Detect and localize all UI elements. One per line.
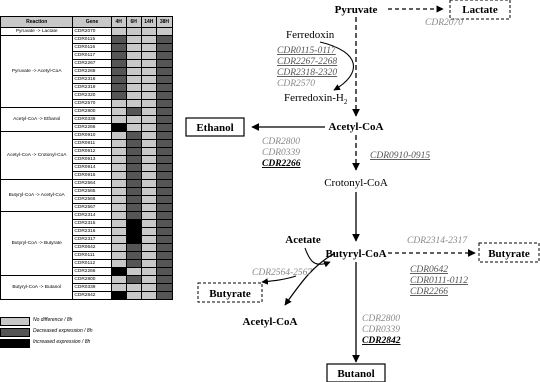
expression-cell — [111, 92, 126, 100]
expression-cell — [111, 68, 126, 76]
expression-cell — [141, 68, 156, 76]
expression-cell — [156, 84, 172, 92]
expression-cell — [111, 244, 126, 252]
expression-cell — [111, 76, 126, 84]
reaction-cell: Acetyl-CoA -> Ethanol — [1, 108, 73, 132]
expression-cell — [156, 52, 172, 60]
gene-cell: CDR2314 — [73, 212, 111, 220]
gene-cell: CDR0115 — [73, 36, 111, 44]
expression-cell — [156, 276, 172, 284]
expression-cell — [111, 236, 126, 244]
expression-cell — [156, 220, 172, 228]
expression-cell — [126, 116, 141, 124]
gene-pfor-4: CDR2570 — [277, 79, 315, 89]
gene-cell: CDR2800 — [73, 108, 111, 116]
reaction-cell: Butyryl-CoA -> Butyrate — [1, 212, 73, 276]
expression-cell — [156, 68, 172, 76]
gene-cell: CDR2266 — [73, 124, 111, 132]
table-row — [1, 28, 173, 36]
expression-cell — [111, 252, 126, 260]
expression-cell — [126, 76, 141, 84]
expression-cell — [126, 84, 141, 92]
expression-cell — [156, 148, 172, 156]
expression-cell — [141, 52, 156, 60]
lactate-label: Lactate — [462, 4, 498, 16]
expression-cell — [126, 268, 141, 276]
expression-cell — [111, 108, 126, 116]
expression-cell — [156, 140, 172, 148]
expression-cell — [141, 92, 156, 100]
expression-cell — [141, 132, 156, 140]
header-6h: 6H — [126, 17, 141, 28]
expression-cell — [156, 180, 172, 188]
expression-cell — [111, 84, 126, 92]
expression-cell — [141, 116, 156, 124]
legend-label-decreased: Decreased expression / 8h — [33, 328, 93, 334]
expression-cell — [126, 252, 141, 260]
expression-cell — [141, 76, 156, 84]
header-14h: 14H — [141, 17, 156, 28]
expression-cell — [141, 252, 156, 260]
expression-cell — [126, 100, 141, 108]
expression-cell — [111, 284, 126, 292]
pyruvate-label: Pyruvate — [334, 4, 378, 16]
reaction-cell: Butyryl-CoA -> Butanol — [1, 276, 73, 300]
expression-cell — [156, 92, 172, 100]
gene-cell: CDR0912 — [73, 148, 111, 156]
expression-cell — [141, 268, 156, 276]
expression-table — [0, 16, 173, 300]
legend-label-no-difference: No difference / 8h — [33, 317, 73, 323]
expression-cell — [156, 284, 172, 292]
expression-cell — [156, 244, 172, 252]
expression-cell — [141, 276, 156, 284]
gene-cell: CDR2268 — [73, 68, 111, 76]
ferredoxin-h2-text: Ferredoxin-H — [284, 92, 344, 104]
expression-cell — [126, 236, 141, 244]
expression-cell — [141, 284, 156, 292]
header-4h: 4H — [111, 17, 126, 28]
expression-cell — [141, 140, 156, 148]
expression-cell — [141, 36, 156, 44]
gene-cell: CDR2318 — [73, 76, 111, 84]
expression-cell — [126, 276, 141, 284]
table-row — [1, 108, 173, 116]
expression-cell — [111, 172, 126, 180]
gene-cell: CDR0339 — [73, 284, 111, 292]
legend-swatch-increased — [0, 339, 30, 348]
arrow-butyrylcoa-acetylcoa — [285, 253, 335, 305]
expression-cell — [111, 260, 126, 268]
expression-cell — [141, 44, 156, 52]
gene-cell: CDR2317 — [73, 236, 111, 244]
table-body — [1, 28, 173, 300]
expression-cell — [141, 148, 156, 156]
butanol-label: Butanol — [337, 368, 375, 380]
expression-cell — [111, 204, 126, 212]
expression-cell — [141, 212, 156, 220]
gene-cell: CDR0913 — [73, 156, 111, 164]
expression-cell — [126, 36, 141, 44]
gene-pfor-1: CDR0115-0117 — [277, 46, 336, 56]
expression-cell — [126, 132, 141, 140]
table-row — [1, 132, 173, 140]
gene-cell: CDR2566 — [73, 196, 111, 204]
gene-butyrate-2: CDR0111-0112 — [410, 276, 469, 286]
pathway-diagram — [178, 0, 540, 382]
expression-cell — [111, 36, 126, 44]
expression-cell — [156, 204, 172, 212]
legend-label-increased: Increased expression / 8h — [33, 339, 91, 345]
gene-cell: CDR2567 — [73, 204, 111, 212]
gene-lactate: CDR2070 — [425, 18, 463, 28]
header-gene: Gene — [73, 17, 111, 28]
expression-cell — [141, 164, 156, 172]
table-row — [1, 180, 173, 188]
expression-cell — [156, 188, 172, 196]
table-row — [1, 276, 173, 284]
expression-cell — [156, 268, 172, 276]
gene-cell: CDR2320 — [73, 92, 111, 100]
expression-cell — [126, 68, 141, 76]
expression-cell — [111, 52, 126, 60]
gene-cell: CDR2267 — [73, 60, 111, 68]
expression-cell — [141, 204, 156, 212]
table-row — [1, 212, 173, 220]
gene-butanol-2: CDR0339 — [362, 325, 400, 335]
crotonylcoa-label: Crotonyl-CoA — [324, 177, 388, 189]
gene-butanol-1: CDR2800 — [362, 314, 400, 324]
gene-cell: CDR2070 — [73, 28, 111, 36]
expression-cell — [126, 140, 141, 148]
expression-cell — [141, 220, 156, 228]
gene-cell: CDR0116 — [73, 44, 111, 52]
expression-cell — [141, 196, 156, 204]
gene-pfor-2: CDR2267-2268 — [277, 57, 338, 67]
expression-cell — [156, 292, 172, 300]
gene-ethanol-1: CDR2800 — [262, 137, 300, 147]
expression-cell — [126, 60, 141, 68]
expression-cell — [156, 132, 172, 140]
expression-cell — [141, 244, 156, 252]
expression-cell — [126, 28, 141, 36]
gene-cell: CDR2315 — [73, 220, 111, 228]
expression-cell — [156, 212, 172, 220]
gene-butyrate-1: CDR0642 — [410, 265, 448, 275]
reaction-cell: Pyruvate -> Acetyl-CoA — [1, 36, 73, 108]
expression-cell — [111, 196, 126, 204]
gene-ethanol-2: CDR0339 — [262, 148, 300, 158]
reaction-cell: Pyruvate -> Lactate — [1, 28, 73, 36]
gene-cell: CDR0339 — [73, 116, 111, 124]
expression-cell — [156, 100, 172, 108]
expression-cell — [126, 44, 141, 52]
header-reaction: Reaction — [1, 17, 73, 28]
expression-cell — [111, 148, 126, 156]
legend-swatch-no-difference — [0, 317, 30, 326]
expression-cell — [111, 156, 126, 164]
acetate-label: Acetate — [285, 234, 321, 246]
gene-cell: CDR2266 — [73, 268, 111, 276]
expression-cell — [126, 108, 141, 116]
gene-pfor-3: CDR2318-2320 — [277, 68, 338, 78]
expression-cell — [111, 164, 126, 172]
expression-cell — [141, 236, 156, 244]
expression-cell — [111, 228, 126, 236]
expression-cell — [126, 204, 141, 212]
expression-cell — [141, 172, 156, 180]
expression-cell — [126, 52, 141, 60]
ethanol-label: Ethanol — [196, 122, 234, 134]
acetylcoa-label: Acetyl-CoA — [328, 121, 384, 133]
gene-butyrate-top: CDR2314-2317 — [407, 236, 468, 246]
expression-cell — [156, 172, 172, 180]
expression-cell — [141, 228, 156, 236]
expression-cell — [156, 236, 172, 244]
expression-cell — [156, 44, 172, 52]
expression-cell — [141, 260, 156, 268]
expression-cell — [156, 156, 172, 164]
expression-cell — [111, 100, 126, 108]
expression-cell — [156, 228, 172, 236]
gene-cell: CDR0914 — [73, 164, 111, 172]
expression-cell — [141, 292, 156, 300]
header-38h: 38H — [156, 17, 172, 28]
expression-cell — [126, 156, 141, 164]
expression-cell — [111, 132, 126, 140]
expression-cell — [111, 180, 126, 188]
gene-cell: CDR2570 — [73, 100, 111, 108]
expression-cell — [126, 220, 141, 228]
butyrylcoa-label: Butyryl-CoA — [325, 248, 387, 260]
gene-acetate: CDR2564-2567 — [252, 268, 313, 278]
expression-cell — [111, 140, 126, 148]
gene-cell: CDR0915 — [73, 172, 111, 180]
expression-cell — [126, 164, 141, 172]
expression-cell — [111, 60, 126, 68]
expression-cell — [141, 124, 156, 132]
expression-cell — [156, 260, 172, 268]
expression-cell — [111, 116, 126, 124]
expression-cell — [141, 100, 156, 108]
expression-cell — [141, 84, 156, 92]
expression-cell — [141, 28, 156, 36]
expression-cell — [156, 252, 172, 260]
expression-cell — [126, 260, 141, 268]
table-header-row — [1, 17, 173, 28]
expression-cell — [141, 108, 156, 116]
expression-cell — [156, 60, 172, 68]
expression-cell — [156, 28, 172, 36]
legend-swatch-decreased — [0, 328, 30, 337]
reaction-cell: Butyryl-CoA -> Acetyl-CoA — [1, 180, 73, 212]
expression-cell — [141, 188, 156, 196]
gene-butanol-3: CDR2842 — [362, 336, 401, 346]
expression-cell — [156, 108, 172, 116]
butyrate-left-label: Butyrate — [209, 288, 251, 300]
acetylcoa-bottom-label: Acetyl-CoA — [242, 316, 298, 328]
butyrate-right-label: Butyrate — [488, 248, 530, 260]
expression-cell — [111, 292, 126, 300]
gene-cell: CDR2319 — [73, 84, 111, 92]
gene-cell: CDR2842 — [73, 292, 111, 300]
expression-cell — [126, 148, 141, 156]
expression-cell — [126, 124, 141, 132]
gene-cell: CDR0911 — [73, 140, 111, 148]
expression-cell — [126, 212, 141, 220]
expression-cell — [141, 156, 156, 164]
expression-cell — [111, 212, 126, 220]
expression-cell — [141, 60, 156, 68]
expression-cell — [126, 292, 141, 300]
gene-ethanol-3: CDR2266 — [262, 159, 301, 169]
gene-crotonyl: CDR0910-0915 — [370, 151, 431, 161]
expression-cell — [126, 244, 141, 252]
expression-cell — [156, 164, 172, 172]
expression-cell — [111, 44, 126, 52]
expression-cell — [156, 124, 172, 132]
ferredoxin-h2-label — [284, 92, 348, 106]
gene-cell: CDR2564 — [73, 180, 111, 188]
expression-cell — [111, 220, 126, 228]
expression-cell — [111, 268, 126, 276]
expression-cell — [126, 188, 141, 196]
expression-cell — [126, 196, 141, 204]
expression-cell — [156, 76, 172, 84]
gene-cell: CDR2316 — [73, 228, 111, 236]
expression-cell — [111, 124, 126, 132]
expression-cell — [111, 28, 126, 36]
gene-butyrate-3: CDR2266 — [410, 287, 448, 297]
gene-cell: CDR0111 — [73, 252, 111, 260]
expression-cell — [126, 284, 141, 292]
expression-cell — [111, 188, 126, 196]
table-row — [1, 36, 173, 44]
expression-cell — [156, 36, 172, 44]
expression-cell — [126, 180, 141, 188]
gene-cell: CDR0642 — [73, 244, 111, 252]
expression-cell — [141, 180, 156, 188]
expression-cell — [126, 92, 141, 100]
gene-cell: CDR2565 — [73, 188, 111, 196]
gene-cell: CDR0117 — [73, 52, 111, 60]
gene-cell: CDR0910 — [73, 132, 111, 140]
expression-cell — [111, 276, 126, 284]
expression-cell — [126, 228, 141, 236]
gene-cell: CDR2800 — [73, 276, 111, 284]
expression-cell — [156, 196, 172, 204]
reaction-cell: Acetyl-CoA -> Crotonyl-CoA — [1, 132, 73, 180]
ferredoxin-h2-subscript: 2 — [343, 98, 348, 106]
ferredoxin-label: Ferredoxin — [286, 29, 335, 41]
expression-cell — [126, 172, 141, 180]
expression-cell — [156, 116, 172, 124]
gene-cell: CDR0112 — [73, 260, 111, 268]
